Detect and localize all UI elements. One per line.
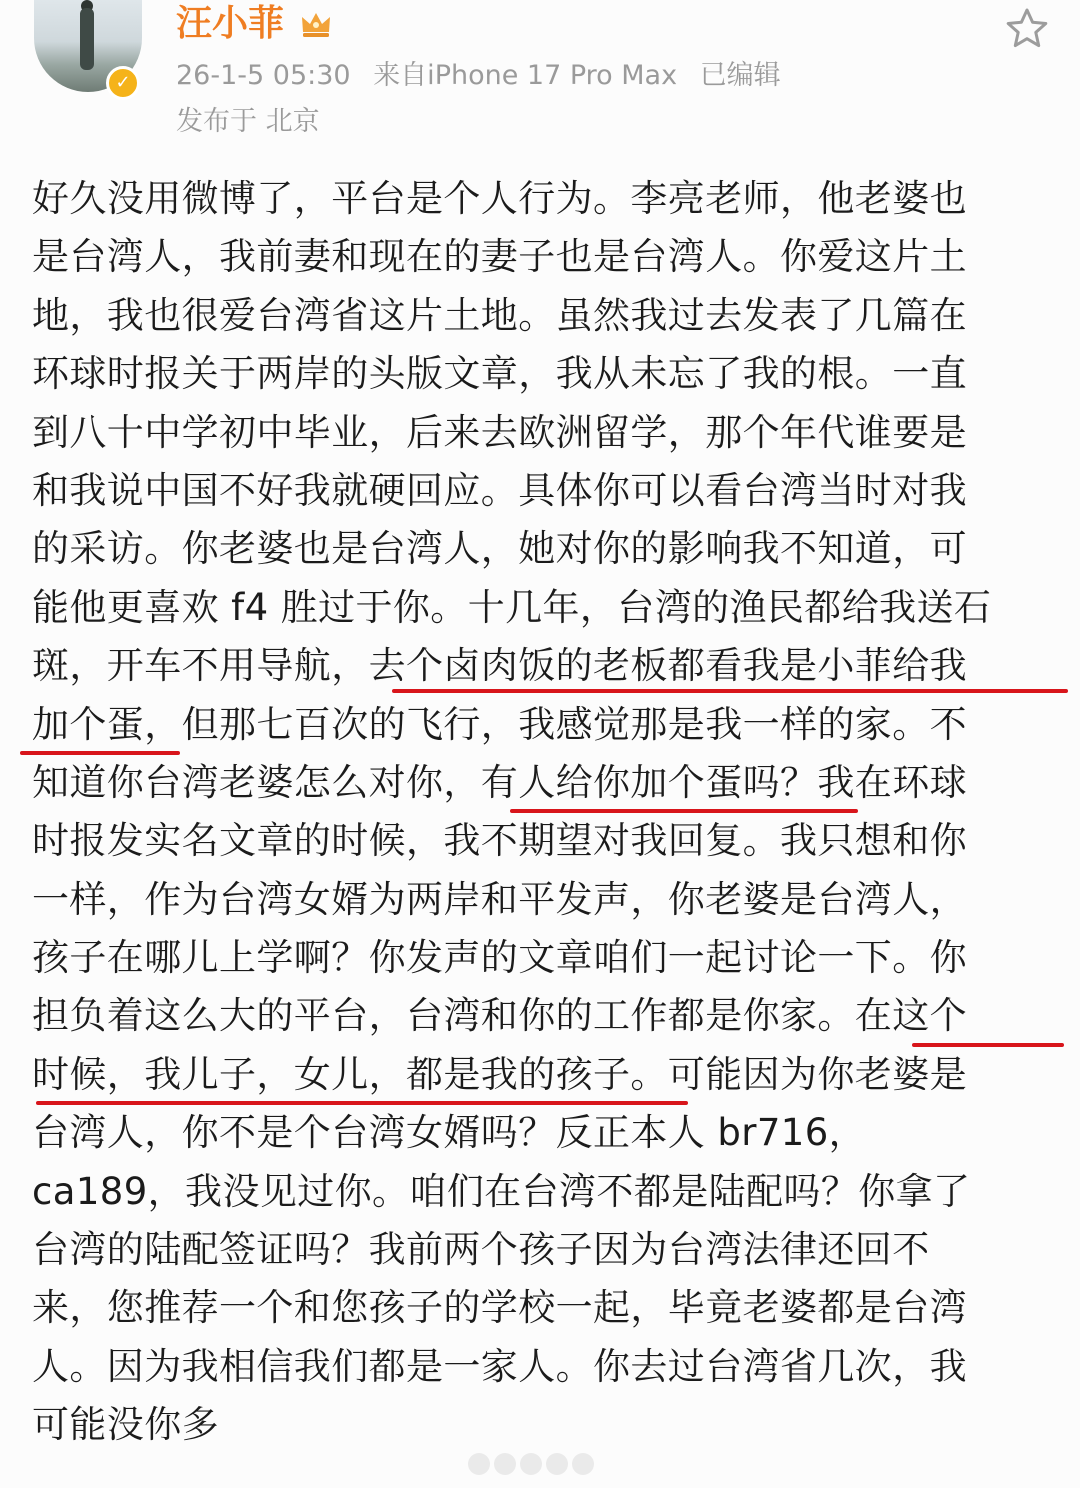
timestamp: 26-1-5 05:30 xyxy=(176,60,351,91)
crown-icon xyxy=(300,10,332,38)
post-body-line: 时候，我儿子，女儿，都是我的孩子。可能因为你老婆是 xyxy=(32,1052,967,1096)
post-body-line: 人。因为我相信我们都是一家人。你去过台湾省几次，我 xyxy=(32,1344,967,1388)
highlight-underline xyxy=(392,689,1068,693)
post-body-line: 担负着这么大的平台，台湾和你的工作都是你家。在这个 xyxy=(32,994,967,1038)
edited-label[interactable]: 已编辑 xyxy=(699,60,781,91)
post-meta xyxy=(176,58,795,94)
post-body-line: 知道你台湾老婆怎么对你，有人给你加个蛋吗？我在环球 xyxy=(32,760,967,804)
post-body-line: 斑，开车不用导航，去个卤肉饭的老板都看我是小菲给我 xyxy=(32,644,967,688)
highlight-underline xyxy=(20,751,180,755)
post-body-line: 一样，作为台湾女婿为两岸和平发声，你老婆是台湾人， xyxy=(32,877,967,921)
avatar-figure xyxy=(80,8,94,70)
highlight-underline xyxy=(510,809,858,813)
post-body-line: 地，我也很爱台湾省这片土地。虽然我过去发表了几篇在 xyxy=(32,293,967,337)
post-body-line: 加个蛋，但那七百次的飞行，我感觉那是我一样的家。不 xyxy=(32,702,967,746)
highlight-underline xyxy=(912,1043,1064,1047)
post-body-line: 台湾的陆配签证吗？我前两个孩子因为台湾法律还回不 xyxy=(32,1228,930,1272)
post-body-line: 到八十中学初中毕业，后来去欧洲留学，那个年代谁要是 xyxy=(32,410,967,454)
post-body-line: 台湾人，你不是个台湾女婿吗？反正本人 br716， xyxy=(32,1111,867,1155)
highlight-underline xyxy=(36,1101,688,1105)
post-body-line: 和我说中国不好我就硬回应。具体你可以看台湾当时对我 xyxy=(32,468,967,512)
post-body-line: 可能没你多 xyxy=(32,1403,219,1447)
post-body-line: 时报发实名文章的时候，我不期望对我回复。我只想和你 xyxy=(32,819,967,863)
watermark xyxy=(468,1453,618,1479)
verified-badge-icon: ✓ xyxy=(106,66,140,100)
post-body-line: 孩子在哪儿上学啊？你发声的文章咱们一起讨论一下。你 xyxy=(32,936,967,980)
post-body-line: 的采访。你老婆也是台湾人，她对你的影响我不知道，可 xyxy=(32,527,967,571)
post-body-line: 好久没用微博了，平台是个人行为。李亮老师，他老婆也 xyxy=(32,177,967,220)
device-source: 来自iPhone 17 Pro Max xyxy=(373,60,678,91)
star-icon[interactable] xyxy=(1004,6,1050,52)
post-body-line: ca189，我没见过你。咱们在台湾不都是陆配吗？你拿了 xyxy=(32,1169,971,1213)
post-body-line: 来，您推荐一个和您孩子的学校一起，毕竟老婆都是台湾 xyxy=(32,1286,967,1330)
post-body-line: 是台湾人，我前妻和现在的妻子也是台湾人。你爱这片土 xyxy=(32,235,967,279)
location: 发布于 北京 xyxy=(176,106,320,137)
post-body-line: 能他更喜欢 f4 胜过于你。十几年，台湾的渔民都给我送石 xyxy=(32,585,992,629)
post-body-line: 环球时报关于两岸的头版文章，我从未忘了我的根。一直 xyxy=(32,352,967,396)
username[interactable]: 汪小菲 xyxy=(176,3,285,44)
